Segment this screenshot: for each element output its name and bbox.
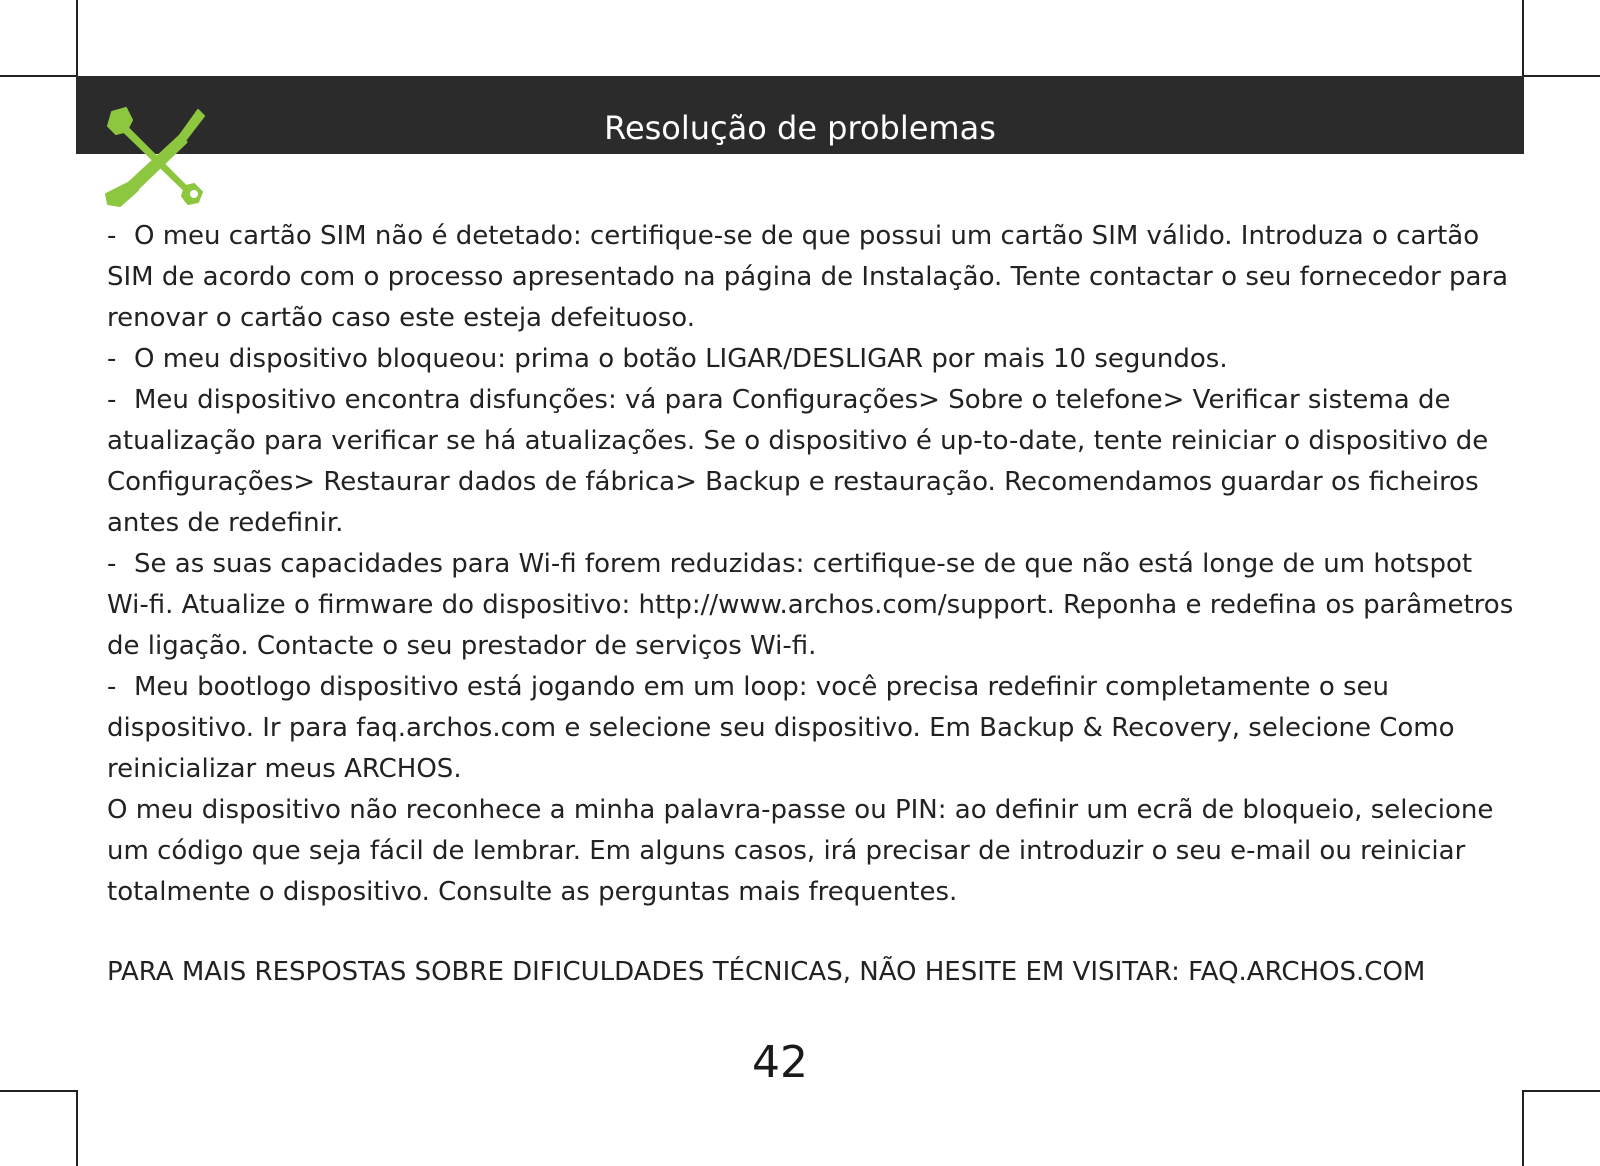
header-bar bbox=[76, 76, 1524, 154]
list-dash: - bbox=[107, 221, 117, 251]
list-item bbox=[107, 216, 1517, 339]
crop-mark-bottom-left-vertical bbox=[76, 1090, 78, 1166]
list-item-text: Meu bootlogo dispositivo está jogando em um loop: você precisa redefinir completamente o seu dispositivo. Ir para faq.archos.com e selecione seu dispositivo. Em Backup & Recovery, selecione Como reinicializar meus ARCHOS. bbox=[107, 672, 1455, 784]
faq-note: PARA MAIS RESPOSTAS SOBRE DIFICULDADES TÉCNICAS, NÃO HESITE EM VISITAR: FAQ.ARCHOS.COM bbox=[107, 957, 1426, 987]
crop-mark-bottom-left-horizontal bbox=[0, 1090, 76, 1092]
list-item bbox=[107, 380, 1517, 544]
tools-icon bbox=[102, 102, 212, 208]
crop-mark-top-left-vertical bbox=[76, 0, 78, 76]
list-item-text: Meu dispositivo encontra disfunções: vá para Configurações> Sobre o telefone> Verificar sistema de atualização para verificar se há atualizações. Se o dispositivo é up-to-date, tente reiniciar o dispositivo de Configurações> Restaurar dados de fábrica> Backup e restauração. Recomendamos guardar os ficheiros antes de redefinir. bbox=[107, 385, 1489, 538]
list-dash: - bbox=[107, 549, 117, 579]
list-item-text: Se as suas capacidades para Wi-fi forem reduzidas: certifique-se de que não está longe de um hotspot Wi-fi. Atualize o firmware do dispositivo: http://www.archos.com/support. Reponha e redefina os parâmetros de ligação. Contacte o seu prestador de serviços Wi-fi. bbox=[107, 549, 1514, 661]
page-title: Resolução de problemas bbox=[604, 109, 996, 147]
list-item bbox=[107, 790, 1517, 913]
list-item-text: O meu cartão SIM não é detetado: certifique-se de que possui um cartão SIM válido. Introduza o cartão SIM de acordo com o processo apresentado na página de Instalação. Tente contactar o seu fornecedor para renovar o cartão caso este esteja defeituoso. bbox=[107, 221, 1509, 333]
crop-mark-top-right-horizontal bbox=[1524, 75, 1600, 77]
crop-mark-bottom-right-horizontal bbox=[1524, 1090, 1600, 1092]
page-number: 42 bbox=[752, 1037, 808, 1088]
list-dash: - bbox=[107, 672, 117, 702]
list-dash: - bbox=[107, 385, 117, 415]
list-item bbox=[107, 667, 1517, 790]
crop-mark-top-left-horizontal bbox=[0, 75, 76, 77]
list-item bbox=[107, 339, 1517, 380]
list-item-text: O meu dispositivo não reconhece a minha palavra-passe ou PIN: ao definir um ecrã de bloqueio, selecione um código que seja fácil de lembrar. Em alguns casos, irá precisar de introduzir o seu e-mail ou reiniciar totalmente o dispositivo. Consulte as perguntas mais frequentes. bbox=[107, 795, 1494, 907]
crop-mark-top-right-vertical bbox=[1522, 0, 1524, 76]
troubleshooting-list bbox=[107, 216, 1517, 913]
list-item bbox=[107, 544, 1517, 667]
list-item-text: O meu dispositivo bloqueou: prima o botão LIGAR/DESLIGAR por mais 10 segundos. bbox=[134, 344, 1228, 374]
crop-mark-bottom-right-vertical bbox=[1522, 1090, 1524, 1166]
list-dash: - bbox=[107, 344, 117, 374]
